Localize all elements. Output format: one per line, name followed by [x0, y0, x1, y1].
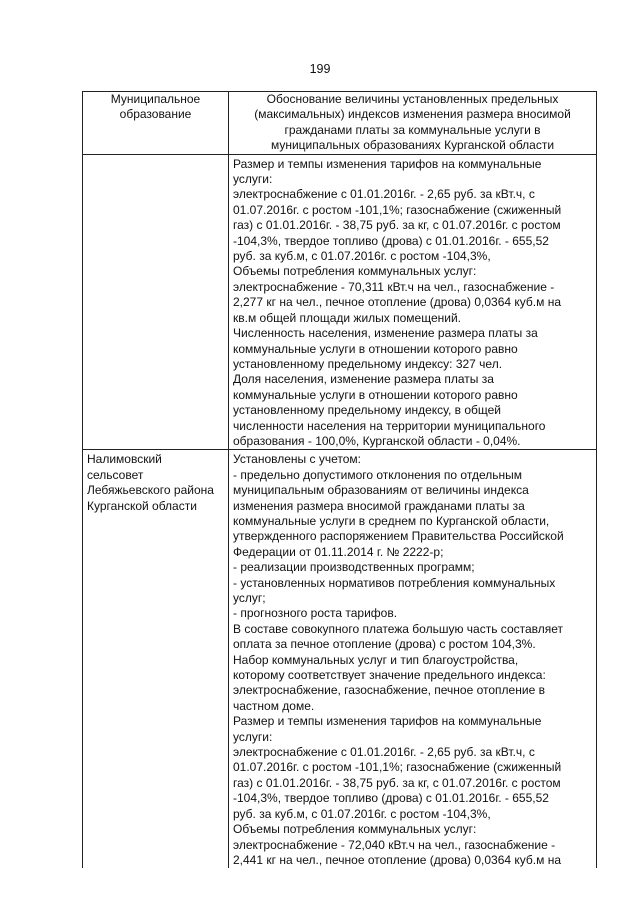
justification-line: услуг;	[233, 591, 266, 605]
justification-line: утвержденного распоряжением Правительства Российской	[233, 529, 564, 544]
justification-line: 01.07.2016г. с ростом -101,1%; газоснабжение (сжиженный	[233, 760, 562, 775]
justification-line: -104,3%, твердое топливо (дрова) с 01.01.2016г. - 655,52	[233, 791, 549, 806]
justification-line: Размер и темпы изменения тарифов на коммунальные	[233, 156, 542, 171]
justification-line: образования - 100,0%, Курганской области - 0,04%.	[233, 433, 521, 448]
justification-line: Установлены с учетом:	[233, 452, 361, 467]
header-line: Обоснование величины установленных предельных	[266, 92, 559, 106]
justification-line: коммунальные услуги в отношении которого равно	[233, 341, 518, 356]
municipality-cell	[83, 154, 229, 450]
justification-line: электроснабжение, газоснабжение, печное отопление в	[233, 683, 545, 698]
justification-line: электроснабжение с 01.01.2016г. - 2,65 руб. за кВт.ч, с	[233, 745, 535, 760]
justification-line: газ) с 01.01.2016г. - 38,75 руб. за кг, с 01.07.2016г. с ростом	[233, 218, 561, 233]
table-header-row	[83, 92, 597, 155]
justification-line: услуги:	[233, 172, 273, 187]
header-line: муниципальных образованиях Курганской области	[270, 138, 555, 153]
header-line: Муниципальное	[110, 92, 201, 106]
header-line: образование	[119, 107, 192, 122]
justification-line: 2,441 кг на чел., печное отопление (дрова) 0,0364 куб.м на	[233, 852, 562, 867]
municipality-line: сельсовет	[87, 467, 144, 482]
justification-line: руб. за куб.м, с 01.07.2016г. с ростом -104,3%,	[233, 806, 491, 821]
justification-line: муниципальным образованиям от величины индекса	[233, 483, 529, 498]
justification-line: Численность населения, изменение размера платы за	[233, 326, 538, 341]
justification-cell	[229, 450, 597, 868]
table-row	[83, 154, 597, 450]
justification-line: 01.07.2016г. с ростом -101,1%; газоснабжение (сжиженный	[233, 202, 562, 217]
justification-line: коммунальные услуги в отношении которого равно	[233, 387, 518, 402]
justification-line: частном доме.	[233, 698, 315, 713]
header-line: гражданами платы за коммунальные услуги в	[284, 122, 541, 137]
justification-line: которому соответствует значение предельного индекса:	[233, 668, 546, 683]
justification-line: -104,3%, твердое топливо (дрова) с 01.01.2016г. - 655,52	[233, 233, 549, 248]
justification-cell	[229, 154, 597, 450]
justification-line: руб. за куб.м, с 01.07.2016г. с ростом -104,3%,	[233, 249, 491, 264]
justification-line: В составе совокупного платежа большую часть составляет	[233, 621, 564, 636]
justification-line: установленному предельному индексу: 327 чел.	[233, 356, 503, 371]
justification-line: - реализации производственных программ;	[233, 560, 475, 575]
justification-line: - установленных нормативов потребления коммунальных	[233, 575, 556, 590]
justification-line: Объемы потребления коммунальных услуг:	[233, 822, 477, 837]
justification-line: электроснабжение - 70,311 кВт.ч на чел., газоснабжение -	[233, 279, 555, 294]
municipality-line: Лебяжьевского района	[87, 483, 214, 498]
justification-line: изменения размера вносимой гражданами платы за	[233, 498, 525, 513]
justification-line: кв.м общей площади жилых помещений.	[233, 310, 461, 325]
justification-line: электроснабжение с 01.01.2016г. - 2,65 руб. за кВт.ч, с	[233, 187, 535, 202]
justification-line: - предельно допустимого отклонения по отдельным	[233, 467, 522, 482]
justification-line: газ) с 01.01.2016г. - 38,75 руб. за кг, с 01.07.2016г. с ростом	[233, 775, 561, 790]
justification-line: Доля населения, изменение размера платы за	[233, 372, 494, 387]
justification-line: Федерации от 01.11.2014 г. № 2222-р;	[233, 544, 444, 559]
header-justification	[229, 92, 597, 155]
justification-line: услуги:	[233, 729, 273, 744]
justification-line: - прогнозного роста тарифов.	[233, 606, 398, 621]
justification-table	[82, 91, 597, 868]
municipality-cell	[83, 450, 229, 868]
justification-line: Объемы потребления коммунальных услуг:	[233, 264, 477, 279]
header-municipality	[83, 92, 229, 155]
justification-line: численности населения на территории муниципального	[233, 418, 546, 433]
justification-line: электроснабжение - 72,040 кВт.ч на чел., газоснабжение -	[233, 837, 556, 852]
justification-line: Размер и темпы изменения тарифов на коммунальные	[233, 714, 542, 729]
table-row	[83, 450, 597, 868]
page-number: 199	[309, 62, 331, 76]
justification-line: коммунальные услуги в среднем по Курганской области,	[233, 513, 550, 528]
justification-line: оплата за печное отопление (дрова) с ростом 104,3%.	[233, 637, 536, 652]
header-line: (максимальных) индексов изменения размера вносимой	[254, 107, 571, 122]
justification-line: 2,277 кг на чел., печное отопление (дрова) 0,0364 куб.м на	[233, 295, 562, 310]
municipality-line: Курганской области	[87, 498, 197, 513]
justification-line: установленному предельному индексу, в общей	[233, 403, 501, 418]
justification-line: Набор коммунальных услуг и тип благоустройства,	[233, 652, 519, 667]
municipality-line: Налимовский	[87, 452, 162, 467]
